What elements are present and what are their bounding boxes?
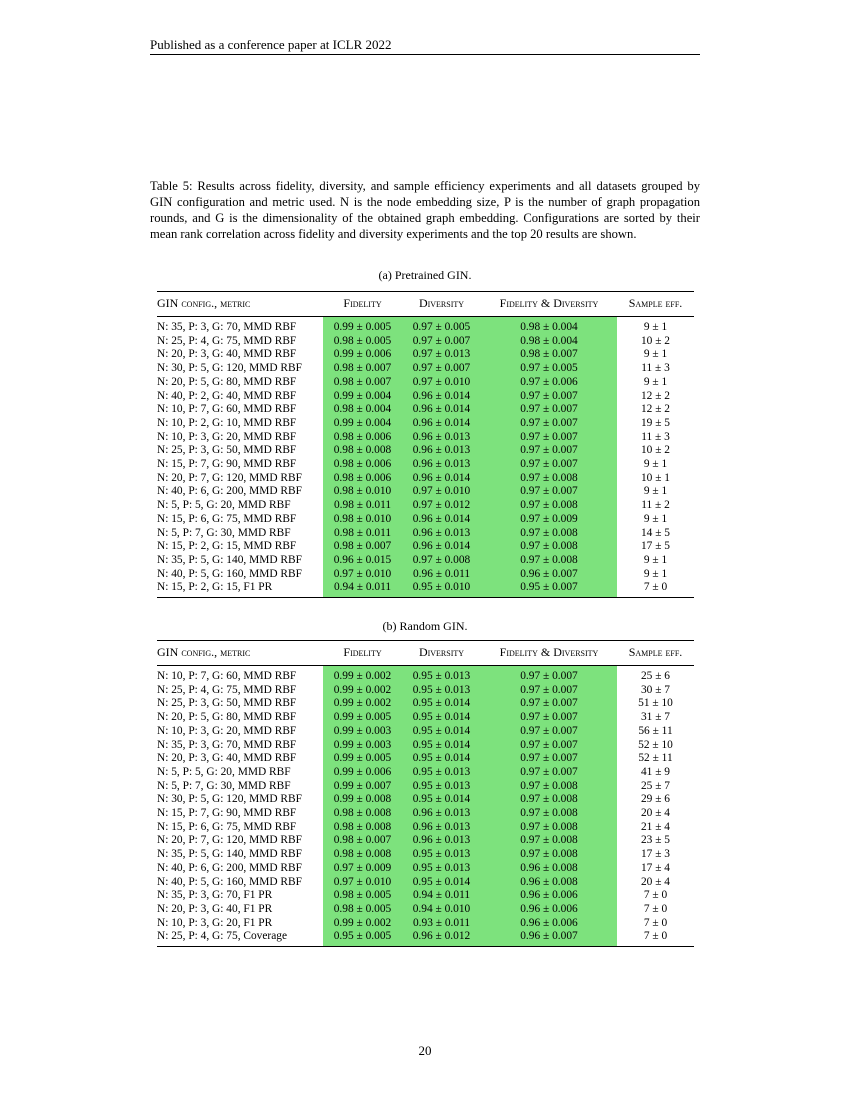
sample-eff-cell: 10 ± 2 (640, 334, 671, 347)
sample-eff-cell: 21 ± 4 (640, 820, 671, 833)
sample-eff-cell: 7 ± 0 (643, 930, 668, 943)
fidelity-cell: 0.98 ± 0.008 (323, 821, 402, 835)
config-cell: N: 5, P: 5, G: 20, MMD RBF (157, 765, 291, 778)
diversity-cell: 0.95 ± 0.013 (402, 666, 481, 684)
col-header-fidelity-diversity: Fidelity & Diversity (499, 296, 599, 311)
fidelity-cell: 0.99 ± 0.003 (323, 739, 402, 753)
table-row (157, 697, 694, 711)
sample-eff-cell: 30 ± 7 (640, 683, 671, 696)
sample-eff-cell: 20 ± 4 (640, 875, 671, 888)
fidelity-diversity-cell: 0.95 ± 0.007 (481, 581, 617, 597)
table-row (157, 513, 694, 527)
config-cell: N: 20, P: 7, G: 120, MMD RBF (157, 471, 302, 484)
sample-eff-cell: 17 ± 4 (640, 861, 671, 874)
diversity-cell: 0.96 ± 0.013 (402, 834, 481, 848)
config-cell: N: 20, P: 3, G: 40, MMD RBF (157, 752, 297, 765)
table-row (157, 458, 694, 472)
table-row (157, 889, 694, 903)
fidelity-cell: 0.99 ± 0.005 (323, 752, 402, 766)
config-cell: N: 15, P: 7, G: 90, MMD RBF (157, 807, 297, 820)
config-cell: N: 25, P: 4, G: 75, MMD RBF (157, 334, 297, 347)
fidelity-cell: 0.98 ± 0.005 (323, 903, 402, 917)
fidelity-diversity-cell: 0.97 ± 0.007 (481, 739, 617, 753)
sample-eff-cell: 20 ± 4 (640, 807, 671, 820)
config-cell: N: 20, P: 3, G: 40, F1 PR (157, 902, 273, 915)
config-cell: N: 30, P: 5, G: 120, MMD RBF (157, 793, 302, 806)
fidelity-cell: 0.99 ± 0.003 (323, 725, 402, 739)
fidelity-diversity-cell: 0.96 ± 0.006 (481, 917, 617, 931)
table-row (157, 848, 694, 862)
fidelity-cell: 0.98 ± 0.011 (323, 499, 402, 513)
table-row (157, 917, 694, 931)
fidelity-diversity-cell: 0.97 ± 0.008 (481, 499, 617, 513)
table-row (157, 821, 694, 835)
running-header: Published as a conference paper at ICLR 2022 (150, 37, 392, 52)
results-table-pretrained (157, 291, 694, 598)
fidelity-diversity-cell: 0.97 ± 0.007 (481, 458, 617, 472)
table-row (157, 684, 694, 698)
fidelity-diversity-cell: 0.97 ± 0.008 (481, 527, 617, 541)
fidelity-diversity-cell: 0.97 ± 0.007 (481, 444, 617, 458)
fidelity-cell: 0.98 ± 0.007 (323, 834, 402, 848)
config-cell: N: 40, P: 6, G: 200, MMD RBF (157, 485, 302, 498)
fidelity-diversity-cell: 0.97 ± 0.007 (481, 684, 617, 698)
config-cell: N: 15, P: 6, G: 75, MMD RBF (157, 820, 297, 833)
sample-eff-cell: 12 ± 2 (640, 403, 671, 416)
diversity-cell: 0.96 ± 0.014 (402, 390, 481, 404)
fidelity-cell: 0.98 ± 0.005 (323, 889, 402, 903)
table-row (157, 390, 694, 404)
fidelity-cell: 0.96 ± 0.015 (323, 554, 402, 568)
sample-eff-cell: 17 ± 5 (640, 540, 671, 553)
diversity-cell: 0.95 ± 0.014 (402, 752, 481, 766)
fidelity-diversity-cell: 0.97 ± 0.007 (481, 666, 617, 684)
table-row (157, 766, 694, 780)
diversity-cell: 0.96 ± 0.013 (402, 444, 481, 458)
table-row (157, 540, 694, 554)
config-cell: N: 20, P: 3, G: 40, MMD RBF (157, 348, 297, 361)
fidelity-diversity-cell: 0.97 ± 0.007 (481, 711, 617, 725)
fidelity-cell: 0.98 ± 0.008 (323, 444, 402, 458)
table-row (157, 317, 694, 335)
diversity-cell: 0.96 ± 0.014 (402, 417, 481, 431)
diversity-cell: 0.94 ± 0.011 (402, 889, 481, 903)
table-row (157, 752, 694, 766)
fidelity-cell: 0.97 ± 0.009 (323, 862, 402, 876)
config-cell: N: 10, P: 3, G: 20, MMD RBF (157, 430, 297, 443)
col-header-diversity: Diversity (418, 296, 465, 311)
fidelity-diversity-cell: 0.97 ± 0.008 (481, 540, 617, 554)
fidelity-diversity-cell: 0.97 ± 0.007 (481, 485, 617, 499)
diversity-cell: 0.97 ± 0.005 (402, 317, 481, 335)
config-cell: N: 10, P: 3, G: 20, F1 PR (157, 916, 273, 929)
table-row (157, 472, 694, 486)
config-cell: N: 5, P: 5, G: 20, MMD RBF (157, 499, 291, 512)
fidelity-diversity-cell: 0.97 ± 0.006 (481, 376, 617, 390)
config-cell: N: 15, P: 2, G: 15, MMD RBF (157, 540, 297, 553)
fidelity-diversity-cell: 0.97 ± 0.008 (481, 821, 617, 835)
fidelity-cell: 0.94 ± 0.011 (323, 581, 402, 597)
sample-eff-cell: 17 ± 3 (640, 848, 671, 861)
sample-eff-cell: 7 ± 0 (643, 916, 668, 929)
fidelity-cell: 0.99 ± 0.007 (323, 780, 402, 794)
fidelity-diversity-cell: 0.97 ± 0.005 (481, 362, 617, 376)
table-row (157, 739, 694, 753)
config-cell: N: 10, P: 3, G: 20, MMD RBF (157, 724, 297, 737)
config-cell: N: 40, P: 6, G: 200, MMD RBF (157, 861, 302, 874)
fidelity-cell: 0.98 ± 0.005 (323, 335, 402, 349)
config-cell: N: 25, P: 3, G: 50, MMD RBF (157, 697, 297, 710)
fidelity-cell: 0.98 ± 0.011 (323, 527, 402, 541)
col-header-config: GIN config., metric (157, 645, 251, 660)
diversity-cell: 0.96 ± 0.013 (402, 807, 481, 821)
fidelity-cell: 0.99 ± 0.005 (323, 317, 402, 335)
col-header-fidelity: Fidelity (343, 296, 382, 311)
table-row (157, 876, 694, 890)
fidelity-diversity-cell: 0.96 ± 0.008 (481, 862, 617, 876)
diversity-cell: 0.96 ± 0.011 (402, 568, 481, 582)
subtable-a-title: (a) Pretrained GIN. (378, 268, 472, 282)
fidelity-cell: 0.98 ± 0.006 (323, 472, 402, 486)
sample-eff-cell: 10 ± 2 (640, 444, 671, 457)
sample-eff-cell: 9 ± 1 (643, 321, 668, 333)
fidelity-diversity-cell: 0.97 ± 0.007 (481, 752, 617, 766)
fidelity-cell: 0.99 ± 0.008 (323, 793, 402, 807)
diversity-cell: 0.97 ± 0.013 (402, 348, 481, 362)
fidelity-cell: 0.98 ± 0.007 (323, 362, 402, 376)
fidelity-cell: 0.98 ± 0.010 (323, 513, 402, 527)
sample-eff-cell: 31 ± 7 (640, 711, 671, 724)
diversity-cell: 0.95 ± 0.013 (402, 780, 481, 794)
fidelity-diversity-cell: 0.97 ± 0.009 (481, 513, 617, 527)
diversity-cell: 0.97 ± 0.012 (402, 499, 481, 513)
fidelity-cell: 0.98 ± 0.008 (323, 807, 402, 821)
fidelity-diversity-cell: 0.97 ± 0.007 (481, 417, 617, 431)
fidelity-diversity-cell: 0.98 ± 0.007 (481, 348, 617, 362)
table-row (157, 862, 694, 876)
results-table-random (157, 640, 694, 947)
sample-eff-cell: 9 ± 1 (643, 512, 668, 525)
sample-eff-cell: 9 ± 1 (643, 553, 668, 566)
fidelity-diversity-cell: 0.97 ± 0.008 (481, 780, 617, 794)
subtable-b-title: (b) Random GIN. (382, 619, 468, 633)
table-row (157, 554, 694, 568)
sample-eff-cell: 52 ± 11 (638, 752, 673, 765)
sample-eff-cell: 7 ± 0 (643, 889, 668, 902)
table-row (157, 417, 694, 431)
table-row (157, 568, 694, 582)
fidelity-diversity-cell: 0.96 ± 0.008 (481, 876, 617, 890)
config-cell: N: 10, P: 7, G: 60, MMD RBF (157, 403, 297, 416)
sample-eff-cell: 56 ± 11 (638, 724, 673, 737)
sample-eff-cell: 10 ± 1 (640, 471, 671, 484)
table-row (157, 335, 694, 349)
config-cell: N: 35, P: 3, G: 70, MMD RBF (157, 321, 297, 333)
fidelity-diversity-cell: 0.96 ± 0.007 (481, 930, 617, 946)
fidelity-diversity-cell: 0.97 ± 0.008 (481, 793, 617, 807)
sample-eff-cell: 41 ± 9 (640, 765, 671, 778)
fidelity-cell: 0.99 ± 0.002 (323, 666, 402, 684)
diversity-cell: 0.93 ± 0.011 (402, 917, 481, 931)
config-cell: N: 40, P: 5, G: 160, MMD RBF (157, 875, 302, 888)
fidelity-diversity-cell: 0.97 ± 0.008 (481, 554, 617, 568)
sample-eff-cell: 9 ± 1 (643, 485, 668, 498)
sample-eff-cell: 9 ± 1 (643, 375, 668, 388)
config-cell: N: 35, P: 3, G: 70, MMD RBF (157, 738, 297, 751)
diversity-cell: 0.95 ± 0.013 (402, 862, 481, 876)
diversity-cell: 0.96 ± 0.013 (402, 431, 481, 445)
fidelity-cell: 0.98 ± 0.007 (323, 540, 402, 554)
diversity-cell: 0.97 ± 0.007 (402, 335, 481, 349)
sample-eff-cell: 25 ± 6 (640, 670, 671, 682)
diversity-cell: 0.97 ± 0.010 (402, 376, 481, 390)
fidelity-cell: 0.99 ± 0.002 (323, 684, 402, 698)
config-cell: N: 35, P: 5, G: 140, MMD RBF (157, 553, 302, 566)
config-cell: N: 25, P: 4, G: 75, MMD RBF (157, 683, 297, 696)
config-cell: N: 25, P: 3, G: 50, MMD RBF (157, 444, 297, 457)
table-row (157, 780, 694, 794)
fidelity-diversity-cell: 0.97 ± 0.007 (481, 697, 617, 711)
sample-eff-cell: 11 ± 3 (641, 430, 670, 443)
col-header-sample-eff: Sample eff. (628, 645, 683, 660)
table-row (157, 376, 694, 390)
config-cell: N: 25, P: 4, G: 75, Coverage (157, 930, 288, 943)
sample-eff-cell: 11 ± 2 (641, 499, 670, 512)
sample-eff-cell: 9 ± 1 (643, 458, 668, 471)
table-row (157, 903, 694, 917)
diversity-cell: 0.95 ± 0.013 (402, 684, 481, 698)
fidelity-diversity-cell: 0.96 ± 0.007 (481, 568, 617, 582)
fidelity-diversity-cell: 0.97 ± 0.007 (481, 725, 617, 739)
table-row (157, 431, 694, 445)
sample-eff-cell: 23 ± 5 (640, 834, 671, 847)
diversity-cell: 0.94 ± 0.010 (402, 903, 481, 917)
sample-eff-cell: 52 ± 10 (638, 738, 673, 751)
col-header-config: GIN config., metric (157, 296, 251, 311)
fidelity-cell: 0.98 ± 0.008 (323, 848, 402, 862)
sample-eff-cell: 25 ± 7 (640, 779, 671, 792)
config-cell: N: 10, P: 2, G: 10, MMD RBF (157, 416, 297, 429)
fidelity-cell: 0.99 ± 0.005 (323, 711, 402, 725)
diversity-cell: 0.96 ± 0.013 (402, 527, 481, 541)
config-cell: N: 5, P: 7, G: 30, MMD RBF (157, 779, 291, 792)
sample-eff-cell: 9 ± 1 (643, 567, 668, 580)
table-row (157, 403, 694, 417)
sample-eff-cell: 14 ± 5 (640, 526, 671, 539)
diversity-cell: 0.96 ± 0.012 (402, 930, 481, 946)
fidelity-diversity-cell: 0.96 ± 0.006 (481, 889, 617, 903)
table-caption: Table 5: Results across fidelity, diversity, and sample efficiency experiments and all datasets grouped by GIN configuration and metric used. N is the node embedding size, P is the number of graph propagation rounds, and G is the dimensionality of the obtained graph embedding. Configurations are sorted by their mean rank correlation across fidelity and diversity experiments and the top 20 results are shown. (150, 179, 700, 241)
table-row (157, 499, 694, 513)
col-header-fidelity-diversity: Fidelity & Diversity (499, 645, 599, 660)
table-header-row (157, 641, 694, 666)
table-row (157, 807, 694, 821)
fidelity-diversity-cell: 0.97 ± 0.007 (481, 766, 617, 780)
fidelity-cell: 0.98 ± 0.010 (323, 485, 402, 499)
diversity-cell: 0.96 ± 0.014 (402, 472, 481, 486)
config-cell: N: 20, P: 5, G: 80, MMD RBF (157, 375, 297, 388)
fidelity-diversity-cell: 0.98 ± 0.004 (481, 317, 617, 335)
fidelity-diversity-cell: 0.97 ± 0.008 (481, 807, 617, 821)
diversity-cell: 0.95 ± 0.014 (402, 793, 481, 807)
config-cell: N: 40, P: 2, G: 40, MMD RBF (157, 389, 297, 402)
fidelity-cell: 0.97 ± 0.010 (323, 568, 402, 582)
diversity-cell: 0.97 ± 0.010 (402, 485, 481, 499)
fidelity-cell: 0.97 ± 0.010 (323, 876, 402, 890)
fidelity-cell: 0.99 ± 0.002 (323, 917, 402, 931)
fidelity-diversity-cell: 0.97 ± 0.008 (481, 848, 617, 862)
fidelity-diversity-cell: 0.97 ± 0.008 (481, 834, 617, 848)
fidelity-diversity-cell: 0.97 ± 0.008 (481, 472, 617, 486)
diversity-cell: 0.95 ± 0.014 (402, 697, 481, 711)
table-header-row (157, 292, 694, 317)
fidelity-cell: 0.99 ± 0.004 (323, 390, 402, 404)
table-row (157, 725, 694, 739)
table-row (157, 485, 694, 499)
header-rule (150, 54, 700, 55)
table-row (157, 527, 694, 541)
diversity-cell: 0.95 ± 0.013 (402, 766, 481, 780)
table-row (157, 362, 694, 376)
fidelity-cell: 0.98 ± 0.007 (323, 376, 402, 390)
sample-eff-cell: 12 ± 2 (640, 389, 671, 402)
config-cell: N: 20, P: 5, G: 80, MMD RBF (157, 711, 297, 724)
diversity-cell: 0.95 ± 0.014 (402, 725, 481, 739)
fidelity-cell: 0.98 ± 0.006 (323, 458, 402, 472)
diversity-cell: 0.95 ± 0.013 (402, 848, 481, 862)
diversity-cell: 0.95 ± 0.014 (402, 711, 481, 725)
table-row (157, 581, 694, 597)
col-header-sample-eff: Sample eff. (628, 296, 683, 311)
fidelity-diversity-cell: 0.98 ± 0.004 (481, 335, 617, 349)
fidelity-cell: 0.95 ± 0.005 (323, 930, 402, 946)
config-cell: N: 10, P: 7, G: 60, MMD RBF (157, 670, 297, 682)
config-cell: N: 20, P: 7, G: 120, MMD RBF (157, 834, 302, 847)
sample-eff-cell: 11 ± 3 (641, 362, 670, 375)
diversity-cell: 0.95 ± 0.014 (402, 739, 481, 753)
sample-eff-cell: 7 ± 0 (643, 902, 668, 915)
table-row (157, 666, 694, 684)
fidelity-diversity-cell: 0.96 ± 0.006 (481, 903, 617, 917)
config-cell: N: 35, P: 3, G: 70, F1 PR (157, 889, 273, 902)
fidelity-cell: 0.98 ± 0.004 (323, 403, 402, 417)
config-cell: N: 35, P: 5, G: 140, MMD RBF (157, 848, 302, 861)
sample-eff-cell: 51 ± 10 (638, 697, 673, 710)
config-cell: N: 30, P: 5, G: 120, MMD RBF (157, 362, 302, 375)
diversity-cell: 0.97 ± 0.008 (402, 554, 481, 568)
fidelity-diversity-cell: 0.97 ± 0.007 (481, 403, 617, 417)
fidelity-diversity-cell: 0.97 ± 0.007 (481, 390, 617, 404)
diversity-cell: 0.95 ± 0.010 (402, 581, 481, 597)
sample-eff-cell: 29 ± 6 (640, 793, 671, 806)
diversity-cell: 0.97 ± 0.007 (402, 362, 481, 376)
col-header-diversity: Diversity (418, 645, 465, 660)
config-cell: N: 15, P: 7, G: 90, MMD RBF (157, 458, 297, 471)
diversity-cell: 0.96 ± 0.013 (402, 821, 481, 835)
config-cell: N: 5, P: 7, G: 30, MMD RBF (157, 526, 291, 539)
fidelity-cell: 0.99 ± 0.002 (323, 697, 402, 711)
page-number: 20 (418, 1043, 432, 1058)
fidelity-cell: 0.99 ± 0.004 (323, 417, 402, 431)
fidelity-cell: 0.98 ± 0.006 (323, 431, 402, 445)
config-cell: N: 15, P: 6, G: 75, MMD RBF (157, 512, 297, 525)
config-cell: N: 15, P: 2, G: 15, F1 PR (157, 581, 273, 594)
diversity-cell: 0.96 ± 0.014 (402, 513, 481, 527)
fidelity-cell: 0.99 ± 0.006 (323, 766, 402, 780)
table-row (157, 930, 694, 946)
table-row (157, 711, 694, 725)
table-row (157, 834, 694, 848)
table-row (157, 444, 694, 458)
fidelity-diversity-cell: 0.97 ± 0.007 (481, 431, 617, 445)
diversity-cell: 0.95 ± 0.014 (402, 876, 481, 890)
diversity-cell: 0.96 ± 0.013 (402, 458, 481, 472)
sample-eff-cell: 9 ± 1 (643, 348, 668, 361)
diversity-cell: 0.96 ± 0.014 (402, 540, 481, 554)
table-row (157, 348, 694, 362)
col-header-fidelity: Fidelity (343, 645, 382, 660)
sample-eff-cell: 7 ± 0 (643, 581, 668, 594)
config-cell: N: 40, P: 5, G: 160, MMD RBF (157, 567, 302, 580)
diversity-cell: 0.96 ± 0.014 (402, 403, 481, 417)
fidelity-cell: 0.99 ± 0.006 (323, 348, 402, 362)
table-row (157, 793, 694, 807)
sample-eff-cell: 19 ± 5 (640, 416, 671, 429)
